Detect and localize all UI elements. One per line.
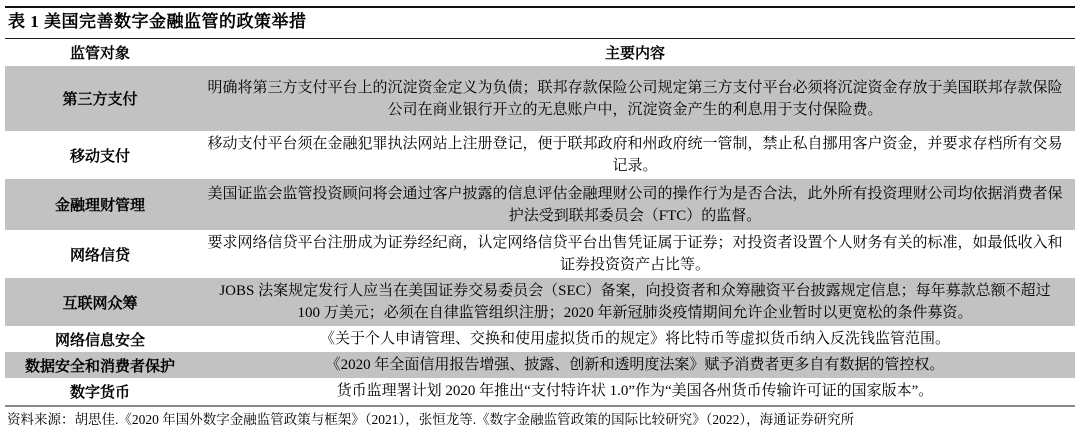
main-content-cell: JOBS 法案规定发行人应当在美国证券交易委员会（SEC）备案，向投资者和众筹融资平台披露规定信息；每年募款总额不超过 100 万美元；必须在自律监管组织注册；2020 年新冠肺炎疫情期间允许企业暂时以更宽松的条件募资。 [219, 283, 1051, 321]
table-header-row [5, 39, 1075, 66]
table-row [5, 66, 1075, 131]
table-row [5, 230, 1075, 278]
table-row [5, 179, 1075, 230]
regulation-target-cell: 互联网众筹 [62, 295, 138, 312]
main-content-cell: 移动支付平台须在金融犯罪执法网站上注册登记，便于联邦政府和州政府统一管制，禁止私自挪用客户资金，并要求存档所有交易记录。 [207, 136, 1063, 174]
table-row [5, 131, 1075, 179]
table-body [5, 66, 1075, 404]
regulation-target-cell: 网络信贷 [69, 247, 130, 264]
main-content-cell: 《2020 年全面信用报告增强、披露、创新和透明度法案》赋予消费者更多自有数据的管控权。 [325, 357, 945, 373]
table-row [5, 378, 1075, 404]
main-content-cell: 明确将第三方支付平台上的沉淀资金定义为负债；联邦存款保险公司规定第三方支付平台必须将沉淀资金存放于美国联邦存款保险公司在商业银行开立的无息账户中，沉淀资金产生的利息用于支付保险费。 [207, 79, 1063, 118]
regulation-target-cell: 移动支付 [69, 148, 130, 165]
table-row [5, 278, 1075, 326]
regulation-target-cell: 数据安全和消费者保护 [24, 358, 175, 375]
regulation-target-cell: 网络信息安全 [54, 332, 145, 349]
table-title: 表 1 美国完善数字金融监管的政策举措 [8, 12, 307, 31]
main-content-cell: 货币监理署计划 2020 年推出“支付特许状 1.0”作为“美国各州货币传输许可证的国家版本”。 [336, 383, 934, 399]
regulation-target-cell: 第三方支付 [62, 92, 138, 108]
header-main-content: 主要内容 [604, 46, 665, 62]
regulation-target-cell: 金融理财管理 [54, 198, 145, 214]
main-content-cell: 美国证监会监管投资顾问将会通过客户披露的信息评估金融理财公司的操作行为是否合法，此外所有投资理财公司均依据消费者保护法受到联邦委员会（FTC）的监督。 [207, 185, 1063, 224]
table-row [5, 352, 1075, 378]
header-regulation-target: 监管对象 [69, 46, 130, 62]
source-note: 资料来源：胡思佳.《2020 年国外数字金融监管政策与框架》（2021），张恒龙等.《数字金融监管政策的国际比较研究》（2022），海通证券研究所 [7, 412, 855, 427]
main-content-cell: 《关于个人申请管理、交换和使用虚拟货币的规定》将比特币等虚拟货币纳入反洗钱监管范围。 [319, 331, 950, 347]
main-content-cell: 要求网络信贷平台注册成为证券经纪商，认定网络信贷平台出售凭证属于证券；对投资者设置个人财务有关的标准，如最低收入和证券投资资产占比等。 [207, 235, 1063, 273]
regulation-target-cell: 数字货币 [69, 384, 130, 401]
table-row [5, 326, 1075, 352]
